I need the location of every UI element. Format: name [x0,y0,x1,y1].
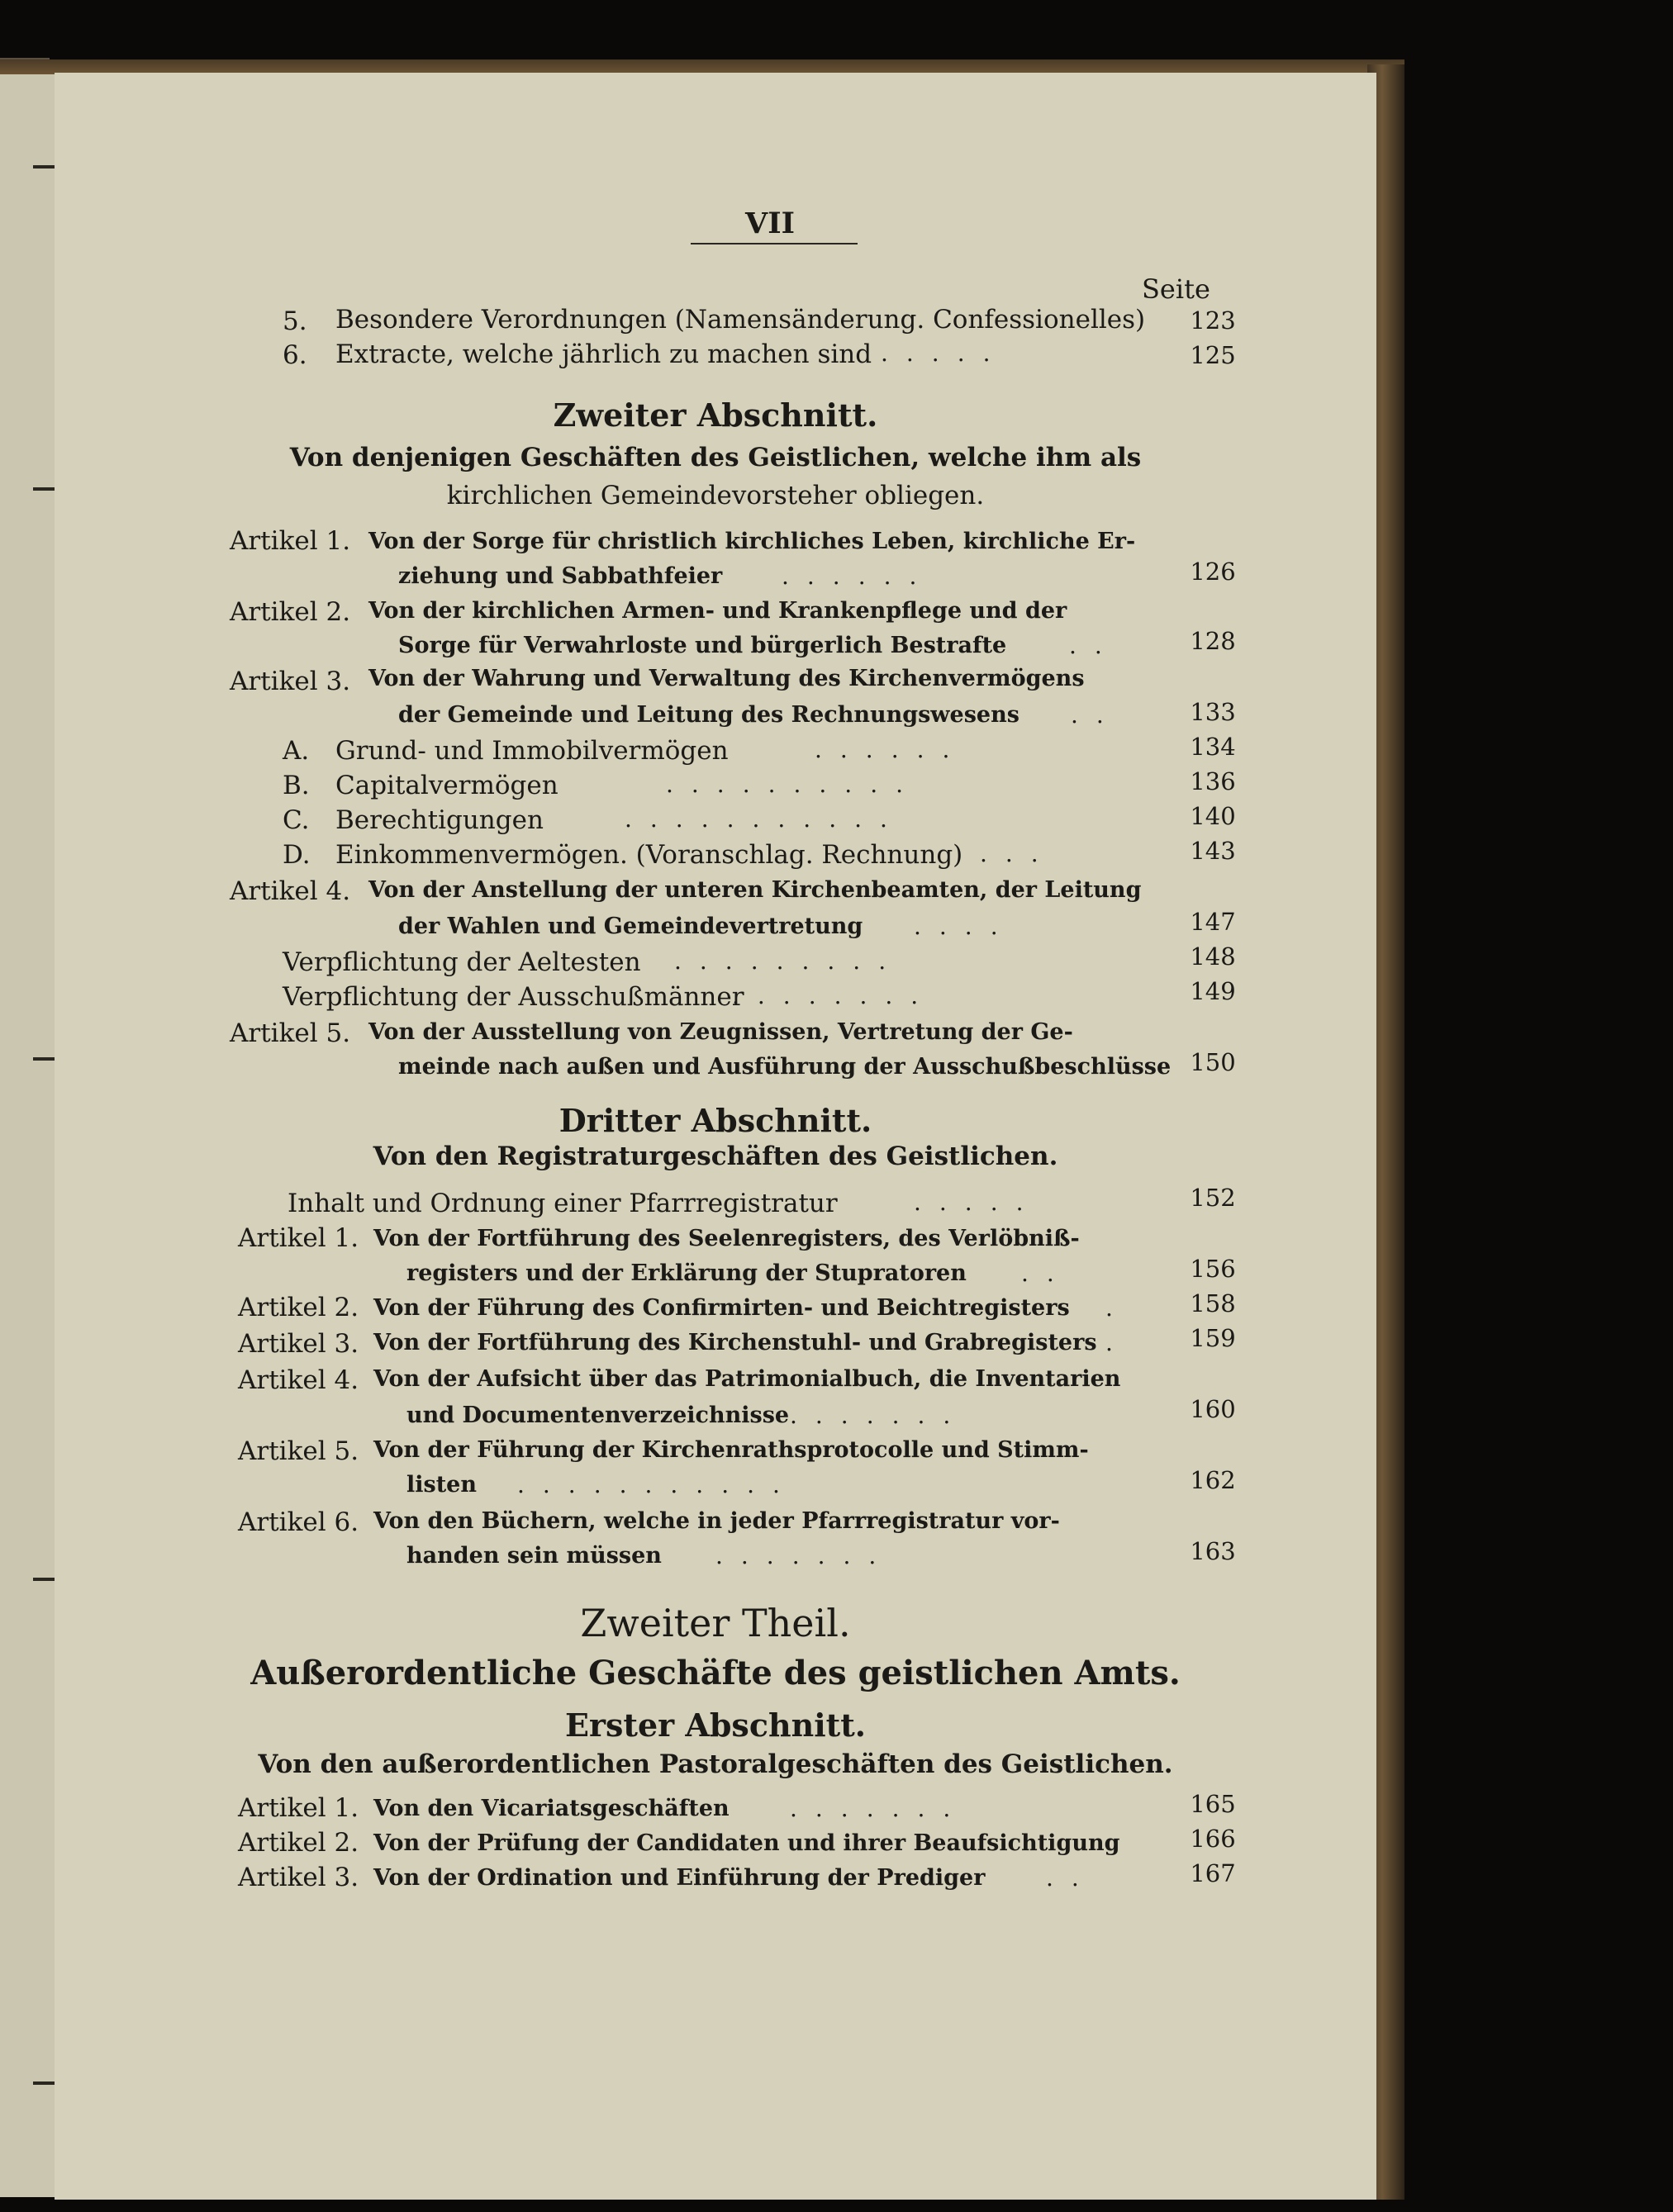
page-reference: 126 [1190,558,1236,586]
article-title: Von der Sorge für christlich kirchliches Leben, kirchliche Er- [368,529,1136,554]
article-label: Artikel 4. [230,876,351,906]
article-title: Von der Aufsicht über das Patrimonialbuch, die Inventarien [373,1366,1121,1392]
page-reference: 147 [1190,908,1236,936]
dot-leader: ........... [625,805,905,833]
dot-leader: ........ [732,982,937,1009]
dot-leader: .. [1069,632,1120,659]
article-title-cont: und Documentenverzeichnisse [406,1403,790,1428]
page-reference: 143 [1190,837,1236,865]
page-reference: 156 [1190,1255,1236,1283]
toc-entry-text: Einkommenvermögen. (Voranschlag. Rechnung) [335,840,963,870]
page-reference: 134 [1190,733,1236,761]
toc-entry-text: Verpflichtung der Ausschußmänner [283,982,744,1012]
item-number: C. [283,805,310,835]
article-title-cont: Sorge für Verwahrloste und bürgerlich Bestrafte [398,633,1007,658]
article-label: Artikel 2. [238,1828,359,1858]
article-label: Artikel 1. [238,1793,359,1823]
page-reference: 152 [1190,1184,1236,1212]
dot-leader: ....... [715,1542,895,1569]
article-title: Von der Prüfung der Candidaten und ihrer Beaufsichtigung [373,1830,1120,1856]
dot-leader: ...... [782,562,935,590]
article-title: Von der Ordination und Einführung der Prediger [373,1865,986,1891]
article-title: Von der Führung der Kirchenrathsprotocolle und Stimm- [373,1437,1089,1463]
article-label: Artikel 5. [230,1018,351,1048]
dot-leader: .. [1021,1260,1072,1287]
article-label: Artikel 3. [238,1329,359,1359]
header-rule [691,243,858,244]
page-reference: 150 [1190,1048,1236,1076]
item-number: 5. [283,306,307,336]
item-number: D. [283,840,311,870]
toc-entry-text: Berechtigungen [335,805,544,835]
page-reference: 125 [1190,341,1236,369]
section-subtitle: kirchlichen Gemeindevorsteher obliegen. [446,481,985,510]
page-reference: 162 [1190,1466,1236,1494]
page-reference: 163 [1190,1537,1236,1565]
toc-entry-text: Besondere Verordnungen (Namensänderung. Confessionelles) [335,305,1146,335]
section-heading: Zweiter Abschnitt. [553,396,878,434]
page-reference: 158 [1190,1289,1236,1317]
article-title: Von der Fortführung des Kirchenstuhl- und Grabregisters [373,1330,1097,1355]
article-label: Artikel 6. [238,1507,359,1537]
dot-leader: ........... [517,1471,798,1498]
page-reference: 149 [1190,977,1236,1005]
dot-leader: . [1105,1294,1131,1322]
article-title-cont: der Gemeinde und Leitung des Rechnungswesens [398,702,1019,728]
item-number: A. [283,736,310,766]
article-title-cont: der Wahlen und Gemeindevertretung [398,914,863,939]
toc-entry-text: Extracte, welche jährlich zu machen sind [335,339,872,369]
article-title: Von der Wahrung und Verwaltung des Kirchenvermögens [368,666,1085,691]
dot-leader: .......... [666,771,922,798]
article-title: Von den Büchern, welche in jeder Pfarrregistratur vor- [373,1508,1060,1534]
article-title-cont: handen sein müssen [406,1543,662,1569]
dot-leader: ....... [790,1795,969,1822]
article-label: Artikel 1. [230,526,351,556]
page-reference: 123 [1190,306,1236,335]
section-subtitle: Von den außerordentlichen Pastoralgeschäften des Geistlichen. [258,1749,1173,1779]
article-title: Von der kirchlichen Armen- und Krankenpflege und der [368,598,1067,624]
article-label: Artikel 4. [238,1365,359,1395]
item-number: B. [283,771,310,800]
article-title: Von der Fortführung des Seelenregisters, des Verlöbniß- [373,1226,1080,1251]
dot-leader: ....... [790,1402,969,1429]
article-title: Von der Führung des Confirmirten- und Beichtregisters [373,1295,1070,1321]
article-title-cont: meinde nach außen und Ausführung der Ausschußbeschlüsse [398,1054,1172,1080]
section-subtitle: Von denjenigen Geschäften des Geistlichen, welche ihm als [289,443,1142,472]
part-title: Zweiter Theil. [580,1601,851,1645]
dot-leader: ......... [674,947,905,975]
page-reference: 167 [1190,1859,1236,1887]
page-numeral: VII [745,206,795,240]
toc-entry-text: Capitalvermögen [335,771,558,800]
toc-entry-text: Verpflichtung der Aeltesten [283,947,641,977]
page-reference: 140 [1190,802,1236,830]
article-label: Artikel 5. [238,1436,359,1466]
article-label: Artikel 1. [238,1223,359,1253]
item-number: 6. [283,340,307,370]
article-title-cont: ziehung und Sabbathfeier [398,563,723,589]
page-reference: 160 [1190,1395,1236,1423]
article-label: Artikel 3. [230,667,351,696]
article-title-cont: listen [406,1472,477,1498]
article-title: Von der Anstellung der unteren Kirchenbeamten, der Leitung [368,877,1142,903]
toc-entry-text: Inhalt und Ordnung einer Pfarrregistratur [288,1189,838,1218]
article-title-cont: registers und der Erklärung der Stupratoren [406,1260,967,1286]
article-label: Artikel 2. [230,597,351,627]
page-column-label: Seite [1142,273,1210,305]
part-subtitle: Außerordentliche Geschäfte des geistlichen Amts. [250,1654,1181,1692]
toc-entry-text: Grund- und Immobilvermögen [335,736,729,766]
page-reference: 133 [1190,698,1236,726]
page-reference: 165 [1190,1790,1236,1818]
page-reference: 128 [1190,627,1236,655]
section-heading: Erster Abschnitt. [565,1706,866,1744]
dot-leader: .... [914,913,1016,940]
dot-leader: . [1105,1329,1131,1356]
dot-leader: ...... [815,736,968,763]
page-reference: 148 [1190,942,1236,971]
section-heading: Dritter Abschnitt. [558,1102,872,1139]
dot-leader: .. [1071,701,1122,729]
article-label: Artikel 2. [238,1293,359,1322]
page-reference: 159 [1190,1324,1236,1352]
article-title: Von der Ausstellung von Zeugnissen, Vertretung der Ge- [368,1019,1073,1045]
dot-leader: ... [980,840,1057,867]
page-reference: 166 [1190,1825,1236,1853]
article-title: Von den Vicariatsgeschäften [373,1796,730,1821]
section-subtitle: Von den Registraturgeschäften des Geistlichen. [373,1142,1058,1171]
dot-leader: .. [1046,1864,1097,1892]
facing-page-edge [0,66,56,2197]
page-reference: 136 [1190,767,1236,795]
book-page [55,73,1376,2200]
dot-leader: ..... [914,1189,1042,1216]
article-label: Artikel 3. [238,1863,359,1892]
dot-leader: ..... [881,339,1009,367]
